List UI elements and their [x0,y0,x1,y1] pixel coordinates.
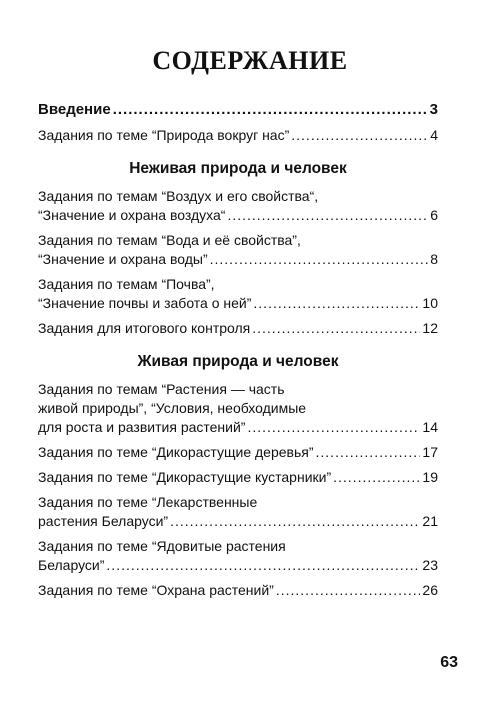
dot-leader [333,468,420,487]
toc-entry[interactable] [38,319,438,338]
dot-leader [276,581,421,600]
toc-entry-text: Задания по теме “Лекарственные [38,494,258,510]
toc-entry-page: 14 [422,419,438,435]
toc-entry-text: Задания по темам “Воздух и его свойства“, [38,188,319,204]
dot-leader [316,443,421,462]
toc-entry-text: Задания по теме “Дикорастущие кустарники” [38,469,332,485]
toc-entry-page: 12 [422,320,438,336]
page-title: СОДЕРЖАНИЕ [152,46,348,75]
toc-entry-page: 17 [422,444,438,460]
page-number: 63 [440,654,458,671]
toc-entry[interactable] [38,493,438,531]
toc-entry[interactable] [38,581,438,600]
toc-entry-page: 10 [422,295,438,311]
dot-leader [170,512,420,531]
toc-entry-page: 3 [429,101,438,118]
toc-entry-page: 6 [430,207,438,223]
toc-entry[interactable] [38,187,438,225]
toc-entry-text: “Значение и охрана воды” [38,251,208,267]
section-heading: Неживая природа и человек [129,160,347,177]
toc-entry[interactable] [38,537,438,575]
toc-entry-page: 26 [422,582,438,598]
toc-entry-text: Задания по темам “Растения — часть [38,381,285,397]
dot-leader [253,294,420,313]
toc-entry[interactable] [38,380,438,437]
toc-entry-page: 21 [422,513,438,529]
toc-entry[interactable] [38,100,438,120]
dot-leader [247,418,420,437]
section-heading: Живая природа и человек [137,353,339,370]
toc-entry-text: для роста и развития растений” [38,419,246,435]
toc-entry-text: Задания для итогового контроля [38,320,251,336]
dot-leader [106,556,420,575]
toc-entry[interactable] [38,126,438,145]
toc-entry-text: Задания по теме “Дикорастущие деревья” [38,444,314,460]
dot-leader [113,100,428,120]
toc-entry[interactable] [38,468,438,487]
toc-entry-page: 8 [430,251,438,267]
toc-entry-text: Задания по теме “Природа вокруг нас” [38,127,290,143]
toc-entry-text: живой природы”, “Условия, необходимые [38,400,307,416]
toc-entry-text: Введение [38,101,111,118]
toc-entry[interactable] [38,231,438,269]
table-of-contents [38,100,438,606]
toc-entry-text: Беларуси” [38,557,105,573]
toc-entry-text: Задания по темам “Вода и её свойства”, [38,232,301,248]
toc-entry-text: Задания по теме “Ядовитые растения [38,538,286,554]
dot-leader [227,206,428,225]
dot-leader [252,319,420,338]
toc-entry-text: растения Беларуси” [38,513,169,529]
toc-entry-text: “Значение почвы и забота о ней” [38,295,252,311]
toc-entry-text: Задания по темам “Почва”, [38,276,215,292]
toc-entry-text: “Значение и охрана воздуха“ [38,207,226,223]
toc-entry-text: Задания по теме “Охрана растений” [38,582,274,598]
toc-entry[interactable] [38,443,438,462]
dot-leader [210,250,429,269]
toc-entry-page: 23 [422,557,438,573]
toc-entry[interactable] [38,275,438,313]
toc-entry-page: 19 [422,469,438,485]
toc-entry-page: 4 [430,127,438,143]
dot-leader [291,126,428,145]
